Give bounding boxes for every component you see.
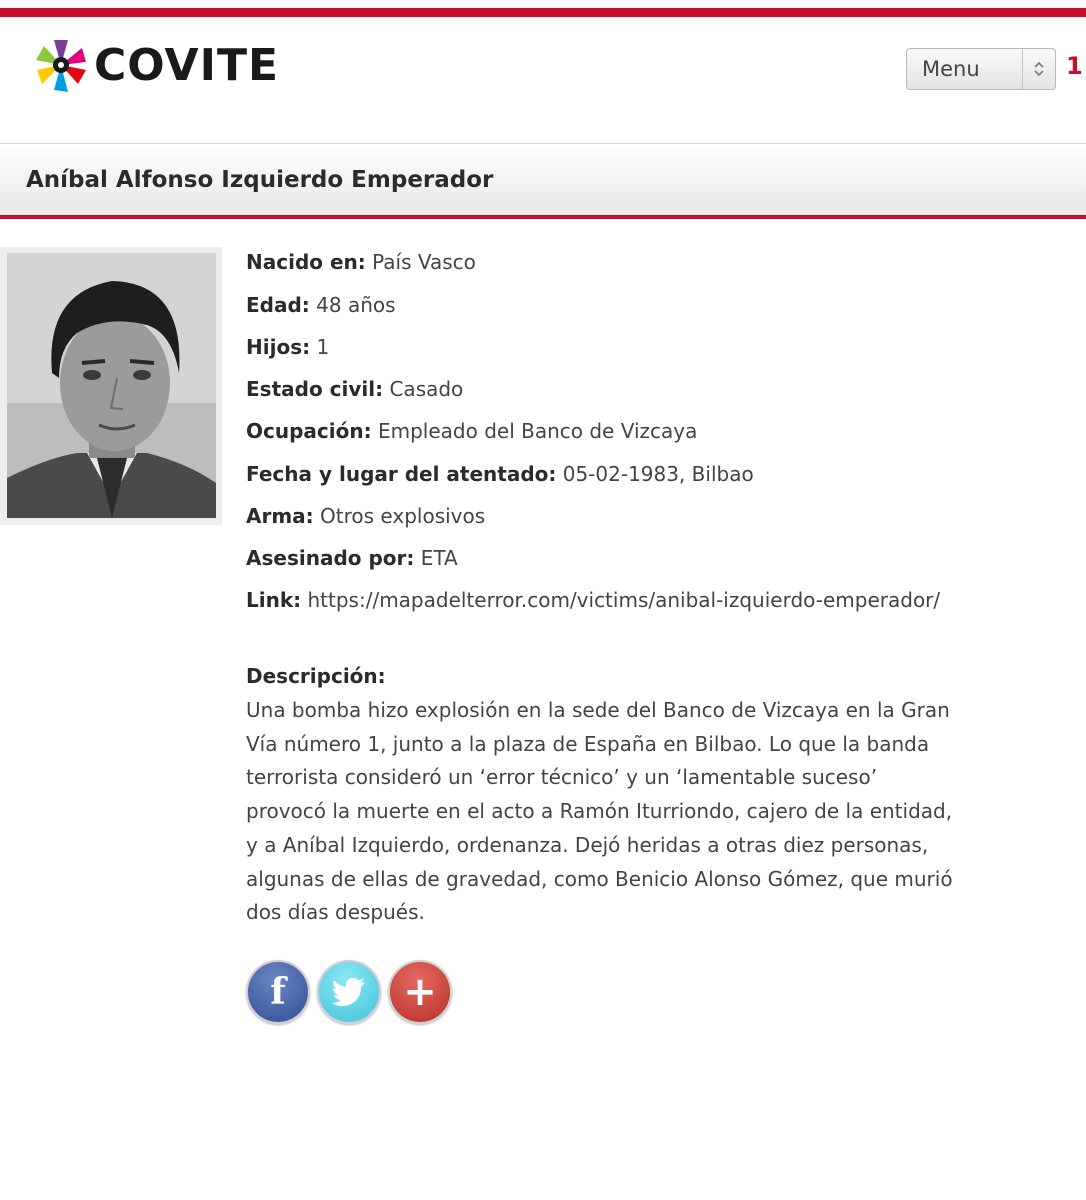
twitter-bird-icon xyxy=(332,978,366,1006)
chevron-updown-icon xyxy=(1022,49,1055,89)
covite-logo[interactable] xyxy=(34,36,279,94)
detail-value: Empleado del Banco de Vizcaya xyxy=(377,419,698,443)
description-text: Una bomba hizo explosión en la sede del Banco de Vizcaya en la Gran Vía número 1, junto a la plaza de España en Bilbao. Lo que la banda terrorista consideró un ‘error técnico’ y un ‘lamentable suceso’ provocó la muerte en el acto a Ramón Iturriondo, cajero de la entidad, y a Aníbal Izquierdo, ordenanza. Dejó heridas a otras diez personas, algunas de ellas de gravedad, como Benicio Alonso Gómez, que murió dos días después. xyxy=(246,698,953,925)
detail-children xyxy=(246,333,329,361)
facebook-icon: f xyxy=(270,971,286,1013)
detail-occupation xyxy=(246,417,697,445)
facebook-share-button[interactable] xyxy=(246,960,310,1024)
description-label: Descripción: xyxy=(246,664,386,688)
detail-value: 05-02-1983, Bilbao xyxy=(562,462,754,486)
detail-killed-by xyxy=(246,544,458,572)
detail-label: Ocupación: xyxy=(246,419,372,443)
detail-value: ETA xyxy=(420,546,458,570)
detail-label: Hijos: xyxy=(246,335,311,359)
detail-label: Fecha y lugar del atentado: xyxy=(246,462,557,486)
detail-value: 48 años xyxy=(316,293,396,317)
detail-age xyxy=(246,291,396,319)
detail-value: País Vasco xyxy=(372,250,476,274)
page-title: Aníbal Alfonso Izquierdo Emperador xyxy=(26,167,494,193)
detail-weapon xyxy=(246,502,485,530)
detail-attack-date-place xyxy=(246,460,754,488)
detail-link xyxy=(246,586,940,614)
detail-label: Nacido en: xyxy=(246,250,366,274)
detail-civil-status xyxy=(246,375,463,403)
portrait-image xyxy=(7,253,216,518)
detail-link-url[interactable]: https://mapadelterror.com/victims/anibal-izquierdo-emperador/ xyxy=(307,588,941,612)
detail-label: Estado civil: xyxy=(246,377,384,401)
social-share-buttons xyxy=(246,960,452,1024)
detail-label: Edad: xyxy=(246,293,310,317)
title-bar xyxy=(0,143,1086,219)
victim-photo xyxy=(0,247,222,525)
detail-label: Asesinado por: xyxy=(246,546,415,570)
detail-label: Arma: xyxy=(246,504,314,528)
cut-off-header-text: 1 xyxy=(1066,52,1083,80)
more-share-button[interactable] xyxy=(388,960,452,1024)
detail-value: Otros explosivos xyxy=(320,504,486,528)
top-accent-bar xyxy=(0,8,1086,17)
menu-select-label: Menu xyxy=(922,57,980,81)
covite-logo-icon xyxy=(34,36,88,94)
menu-select[interactable] xyxy=(906,48,1056,90)
twitter-share-button[interactable] xyxy=(317,960,381,1024)
plus-icon: + xyxy=(403,969,437,1015)
detail-born xyxy=(246,248,476,276)
detail-value: Casado xyxy=(389,377,464,401)
detail-value: 1 xyxy=(316,335,330,359)
logo-wordmark: COVITE xyxy=(94,39,280,91)
detail-label: Link: xyxy=(246,588,302,612)
